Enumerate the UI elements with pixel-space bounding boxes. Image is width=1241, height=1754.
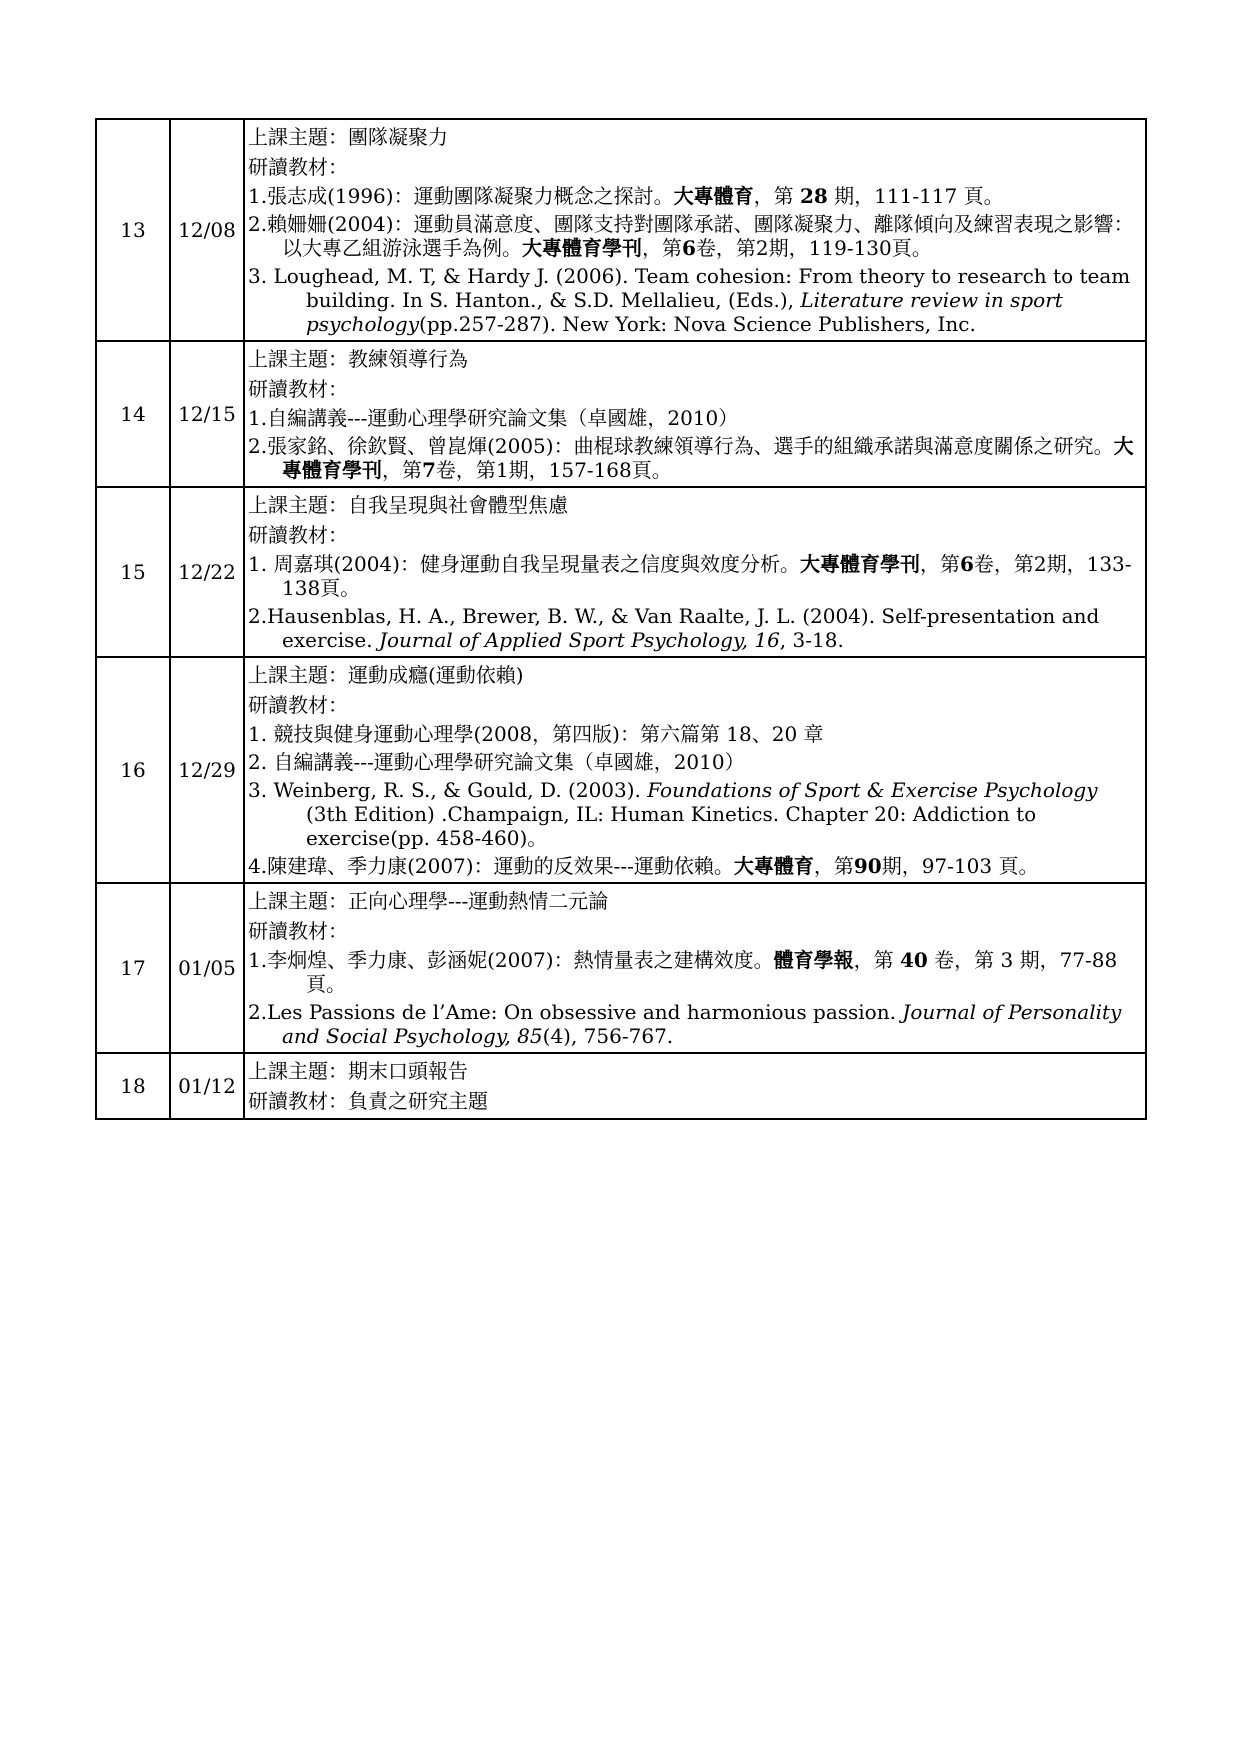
reading-reference	[248, 404, 1142, 432]
reference-text: 2.張家銘、徐欽賢、曾崑煇(2005)：曲棍球教練領導行為、選手的組織承諾與滿意度關係之研究。	[248, 434, 1114, 458]
class-topic: 上課主題：教練領導行為	[248, 347, 468, 371]
reference-text: 期，111-117 頁。	[827, 184, 1004, 208]
week-date: 12/08	[170, 119, 244, 341]
week-row	[96, 341, 1146, 487]
reference-text: ，第	[642, 236, 682, 260]
italic-title: Literature review in sport psychology	[306, 288, 1063, 336]
reading-reference	[248, 776, 1142, 852]
reference-text: (pp.257-287). New York: Nova Science Publishers, Inc.	[419, 312, 976, 336]
journal-name: 28	[799, 184, 828, 208]
reference-text: (3th Edition) .Champaign, IL: Human Kinetics. Chapter 20: Addiction to exercise(pp. 458-460)。	[306, 802, 1037, 850]
week-content	[244, 657, 1146, 883]
reading-reference	[248, 946, 1142, 998]
class-topic: 上課主題：期末口頭報告	[248, 1059, 468, 1083]
journal-name: 90	[853, 854, 882, 878]
reference-text: 3. Loughead, M. T, & Hardy J. (2006). Team cohesion: From theory to research to team building. In S. Hanton., & S.D. Mellalieu, (Eds.),	[248, 264, 1131, 312]
reference-text: 3. Weinberg, R. S., & Gould, D. (2003).	[248, 778, 648, 802]
week-number: 17	[96, 883, 170, 1053]
materials-label: 研讀教材：	[248, 523, 348, 547]
reading-reference	[248, 602, 1142, 654]
italic-title: Journal of Applied Sport Psychology, 16	[378, 628, 780, 652]
journal-name: 40	[899, 948, 928, 972]
journal-name: 大專體育學刊	[522, 236, 642, 260]
reference-text: 1. 競技與健身運動心理學(2008，第四版)：第六篇第 18、20 章	[248, 722, 824, 746]
week-number: 13	[96, 119, 170, 341]
week-date: 12/15	[170, 341, 244, 487]
week-content	[244, 883, 1146, 1053]
reference-text: 1. 周嘉琪(2004)：健身運動自我呈現量表之信度與效度分析。	[248, 552, 800, 576]
reference-text: 2.Hausenblas, H. A., Brewer, B. W., & Van Raalte, J. L. (2004). Self-presentation and exercise.	[248, 604, 1100, 652]
reference-text: 卷，第2期，119-130頁。	[695, 236, 932, 260]
italic-title: Foundations of Sport & Exercise Psychology	[647, 778, 1098, 802]
reading-reference	[248, 852, 1142, 880]
week-content	[244, 1053, 1146, 1119]
reference-text: 2.賴姍姍(2004)：運動員滿意度、團隊支持對團隊承諾、團隊凝聚力、離隊傾向及練習表現之影響：以大專乙組游泳選手為例。	[248, 212, 1134, 260]
journal-name: 大專體育	[733, 854, 814, 878]
week-number: 18	[96, 1053, 170, 1119]
class-topic: 上課主題：團隊凝聚力	[248, 125, 448, 149]
reference-text: 1.李炯煌、季力康、彭涵妮(2007)：熱情量表之建構效度。	[248, 948, 774, 972]
week-date: 12/29	[170, 657, 244, 883]
reference-text: 2.Les Passions de l’Ame: On obsessive and harmonious passion.	[248, 1000, 903, 1024]
reference-text: (4), 756-767.	[542, 1024, 674, 1048]
week-row	[96, 883, 1146, 1053]
week-row	[96, 657, 1146, 883]
reference-text: ，第	[813, 854, 854, 878]
week-row	[96, 1053, 1146, 1119]
reference-text: ，第	[753, 184, 800, 208]
journal-name: 大專體育學刊	[282, 434, 1134, 482]
course-schedule-table	[95, 118, 1147, 1120]
week-content	[244, 487, 1146, 657]
journal-name: 6	[682, 236, 696, 260]
reading-reference	[248, 998, 1142, 1050]
reference-text: ，第	[919, 552, 960, 576]
reading-reference	[248, 182, 1142, 210]
reference-text: ，第	[853, 948, 900, 972]
reference-text: 1.張志成(1996)：運動團隊凝聚力概念之探討。	[248, 184, 674, 208]
journal-name: 7	[422, 458, 436, 482]
week-number: 14	[96, 341, 170, 487]
reference-text: 卷，第 3 期，77-88 頁。	[306, 948, 1118, 996]
reference-text: 卷，第1期，157-168頁。	[435, 458, 672, 482]
week-row	[96, 119, 1146, 341]
reading-reference	[248, 262, 1142, 338]
week-date: 01/05	[170, 883, 244, 1053]
week-date: 01/12	[170, 1053, 244, 1119]
reading-reference	[248, 720, 1142, 748]
class-topic: 上課主題：自我呈現與社會體型焦慮	[248, 493, 568, 517]
materials-label: 研讀教材：	[248, 155, 348, 179]
class-topic: 上課主題：正向心理學---運動熱情二元論	[248, 889, 609, 913]
week-date: 12/22	[170, 487, 244, 657]
class-topic: 上課主題：運動成癮(運動依賴)	[248, 663, 524, 687]
reading-reference	[248, 550, 1142, 602]
week-content	[244, 119, 1146, 341]
journal-name: 大專體育	[673, 184, 754, 208]
materials-label: 研讀教材：	[248, 377, 348, 401]
week-number: 15	[96, 487, 170, 657]
week-row	[96, 487, 1146, 657]
materials-label: 研讀教材：	[248, 693, 348, 717]
schedule-body	[96, 119, 1146, 1119]
reference-text: , 3-18.	[779, 628, 844, 652]
reference-text: 卷，第2期，133-138頁。	[282, 552, 1132, 600]
reading-reference	[248, 748, 1142, 776]
journal-name: 6	[959, 552, 974, 576]
week-number: 16	[96, 657, 170, 883]
materials-label: 研讀教材：	[248, 919, 348, 943]
reference-text: ，第	[382, 458, 422, 482]
reference-text: 期，97-103 頁。	[881, 854, 1039, 878]
week-content	[244, 341, 1146, 487]
reference-text: 4.陳建瑋、季力康(2007)：運動的反效果---運動依賴。	[248, 854, 734, 878]
journal-name: 體育學報	[773, 948, 854, 972]
reference-text: 2. 自編講義---運動心理學研究論文集（卓國雄，2010）	[248, 750, 745, 774]
reference-text: 1.自編講義---運動心理學研究論文集（卓國雄，2010）	[248, 406, 739, 430]
materials-label: 研讀教材：負責之研究主題	[248, 1089, 488, 1113]
journal-name: 大專體育學刊	[799, 552, 920, 576]
reading-reference	[248, 432, 1142, 484]
reading-reference	[248, 210, 1142, 262]
italic-title: Journal of Personality and Social Psychology, 85	[282, 1000, 1122, 1048]
